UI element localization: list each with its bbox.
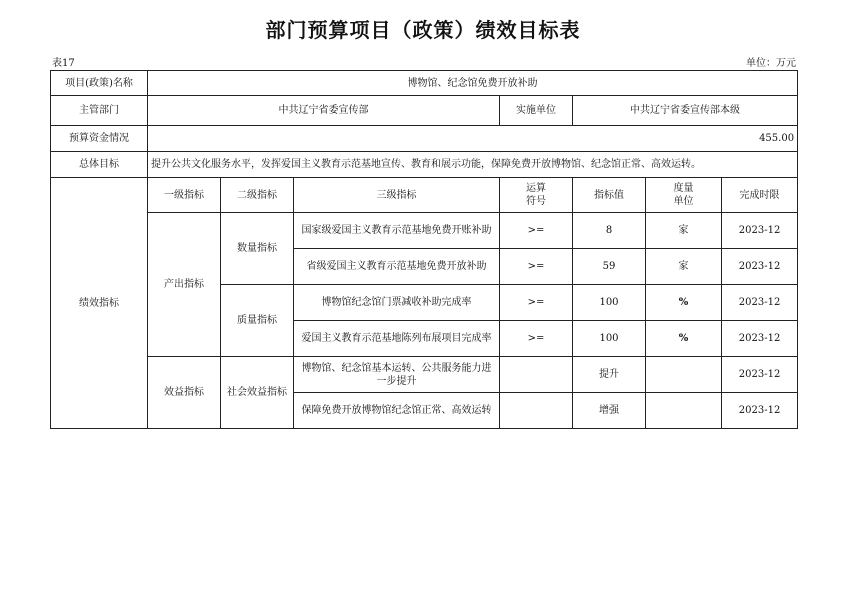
indicator-name: 博物馆、纪念馆基本运转、公共服务能力进一步提升	[294, 357, 500, 393]
indicator-value: 100	[573, 321, 646, 357]
indicator-deadline: 2023-12	[722, 285, 798, 321]
fund-value: 455.00	[148, 126, 798, 152]
goal-label: 总体目标	[51, 152, 148, 178]
performance-table	[50, 70, 798, 429]
indicator-value: 增强	[573, 393, 646, 429]
indicator-value: 8	[573, 213, 646, 249]
project-name-row	[51, 71, 798, 96]
output-indicator-label: 产出指标	[148, 213, 221, 357]
header-unit: 度量单位	[646, 178, 722, 213]
goal-value: 提升公共文化服务水平，发挥爱国主义教育示范基地宣传、教育和展示功能，保障免费开放博物馆、纪念馆正常、高效运转。	[148, 152, 798, 178]
indicator-unit	[646, 357, 722, 393]
quality-indicator-label: 质量指标	[221, 285, 294, 357]
indicator-name: 省级爱国主义教育示范基地免费开放补助	[294, 249, 500, 285]
indicator-header-row	[51, 178, 798, 213]
implementer-label: 实施单位	[500, 96, 573, 126]
indicator-unit: %	[646, 285, 722, 321]
indicator-unit: %	[646, 321, 722, 357]
header-level3: 三级指标	[294, 178, 500, 213]
indicator-name: 博物馆纪念馆门票减收补助完成率	[294, 285, 500, 321]
indicator-deadline: 2023-12	[722, 321, 798, 357]
indicator-unit	[646, 393, 722, 429]
header-deadline: 完成时限	[722, 178, 798, 213]
department-row	[51, 96, 798, 126]
project-name-label: 项目(政策)名称	[51, 71, 148, 96]
indicator-value: 提升	[573, 357, 646, 393]
header-level1: 一级指标	[148, 178, 221, 213]
department-label: 主管部门	[51, 96, 148, 126]
fund-label: 预算资金情况	[51, 126, 148, 152]
header-level2: 二级指标	[221, 178, 294, 213]
unit-label: 单位：万元	[746, 58, 796, 69]
social-benefit-indicator-label: 社会效益指标	[221, 357, 294, 429]
indicator-deadline: 2023-12	[722, 249, 798, 285]
department-value: 中共辽宁省委宣传部	[148, 96, 500, 126]
benefit-indicator-label: 效益指标	[148, 357, 221, 429]
project-name-value: 博物馆、纪念馆免费开放补助	[148, 71, 798, 96]
indicator-unit: 家	[646, 213, 722, 249]
indicator-deadline: 2023-12	[722, 213, 798, 249]
header-operator: 运算符号	[500, 178, 573, 213]
indicator-value: 100	[573, 285, 646, 321]
indicator-deadline: 2023-12	[722, 357, 798, 393]
indicator-operator	[500, 393, 573, 429]
indicator-row	[51, 213, 798, 249]
indicator-unit: 家	[646, 249, 722, 285]
header-value: 指标值	[573, 178, 646, 213]
indicator-deadline: 2023-12	[722, 393, 798, 429]
indicator-operator	[500, 357, 573, 393]
indicator-operator: >=	[500, 249, 573, 285]
indicator-operator: >=	[500, 285, 573, 321]
indicator-name: 爱国主义教育示范基地陈列布展项目完成率	[294, 321, 500, 357]
quantity-indicator-label: 数量指标	[221, 213, 294, 285]
indicator-operator: >=	[500, 321, 573, 357]
goal-row	[51, 152, 798, 178]
performance-indicator-label: 绩效指标	[51, 178, 148, 429]
indicator-operator: >=	[500, 213, 573, 249]
indicator-value: 59	[573, 249, 646, 285]
indicator-name: 国家级爱国主义教育示范基地免费开账补助	[294, 213, 500, 249]
implementer-value: 中共辽宁省委宣传部本级	[573, 96, 798, 126]
fund-row	[51, 126, 798, 152]
page-title: 部门预算项目（政策）绩效目标表	[265, 18, 581, 42]
indicator-row	[51, 357, 798, 393]
indicator-name: 保障免费开放博物馆纪念馆正常、高效运转	[294, 393, 500, 429]
table-number: 表17	[52, 58, 75, 69]
